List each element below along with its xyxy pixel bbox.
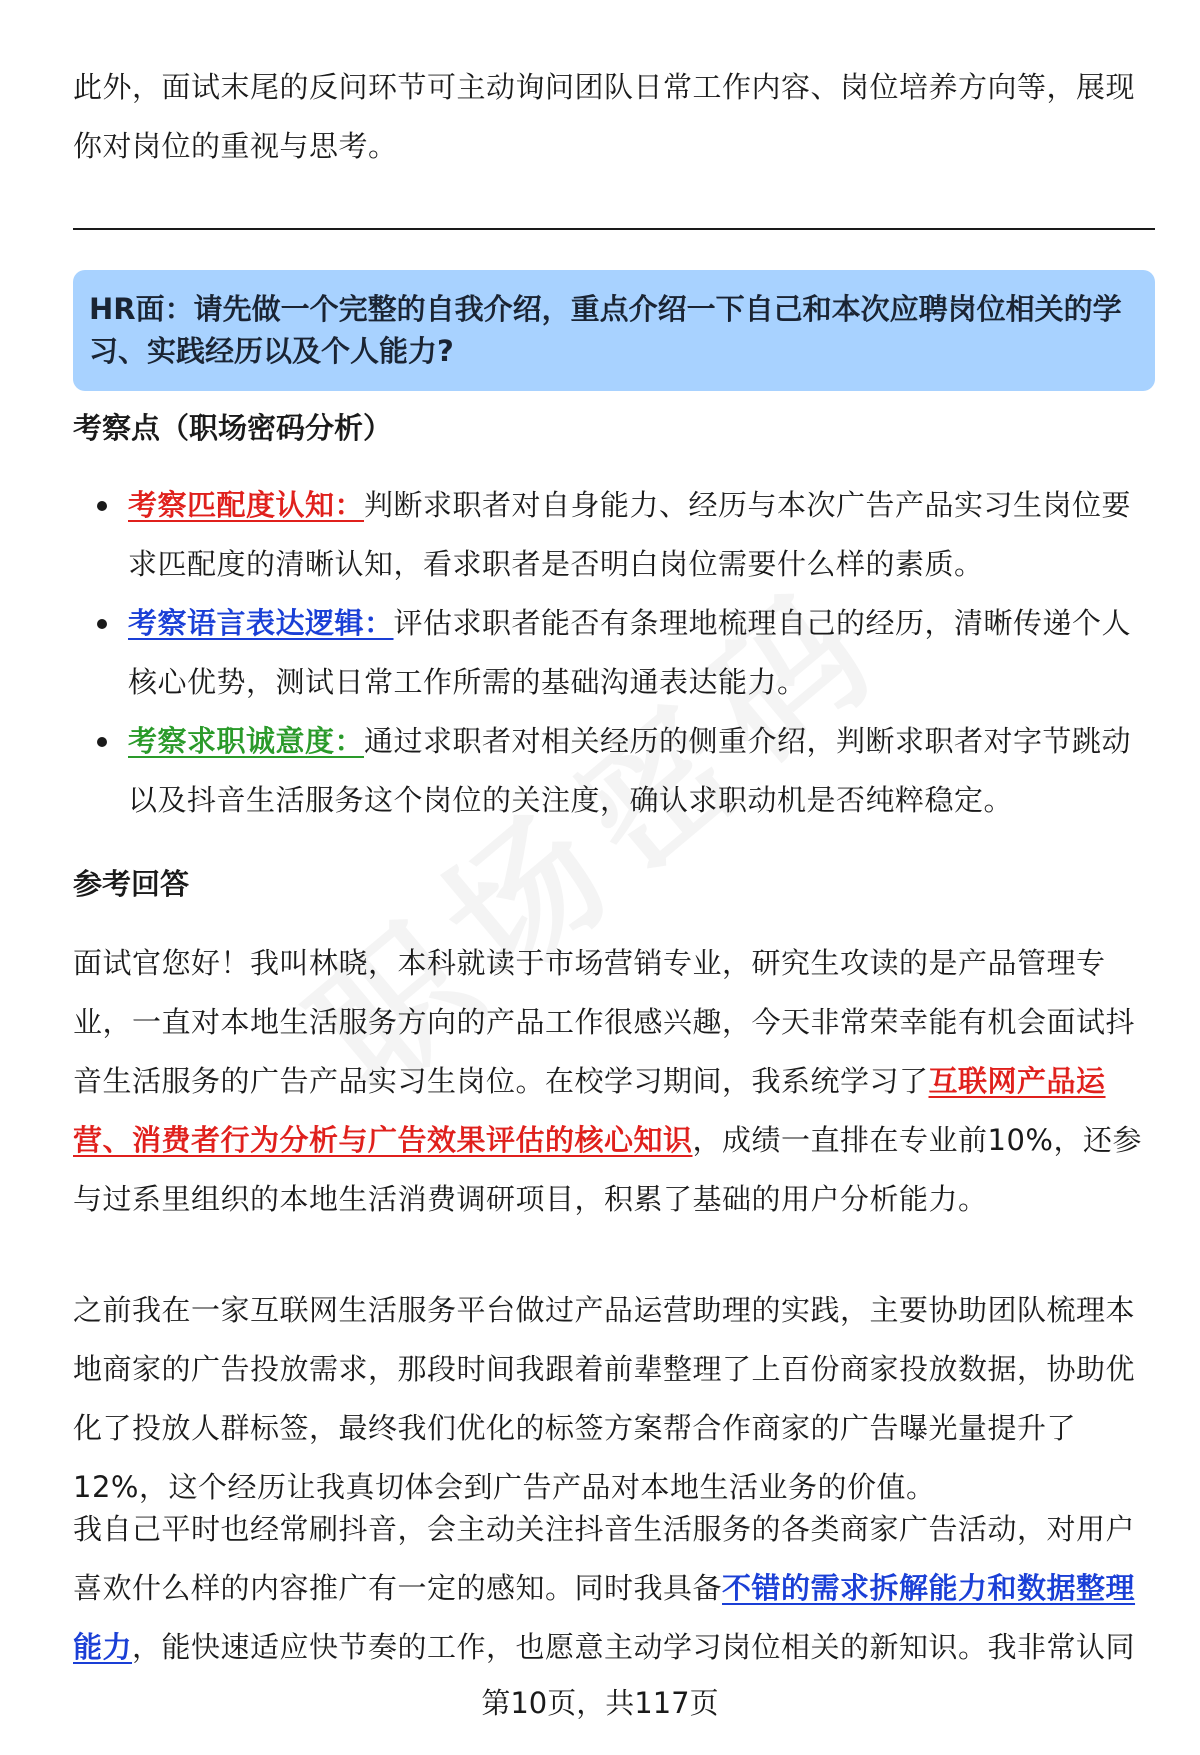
question-text: HR面：请先做一个完整的自我介绍，重点介绍一下自己和本次应聘岗位相关的学习、实践经历以及个人能力?	[89, 292, 1122, 368]
answer-p1-text-end: ，成绩一直排在专业前10%，还参与过系里组织的本地生活消费调研项目，积累了基础的用户分析能力。	[73, 1123, 1142, 1216]
bullet-icon	[97, 501, 107, 511]
list-item	[73, 712, 1153, 830]
point-text: 通过求职者对相关经历的侧重介绍，判断求职者对字节跳动以及抖音生活服务这个岗位的关注度，确认求职动机是否纯粹稳定。	[128, 724, 1132, 817]
point-keyword: 考察匹配度认知：	[128, 488, 365, 522]
exam-points-list	[73, 476, 1153, 830]
answer-paragraph-3	[73, 1500, 1153, 1677]
point-text: 评估求职者能否有条理地梳理自己的经历，清晰传递个人核心优势，测试日常工作所需的基础沟通表达能力。	[128, 606, 1132, 699]
answer-heading: 参考回答	[73, 867, 190, 901]
point-keyword: 考察求职诚意度：	[128, 724, 365, 758]
exam-points-heading: 考察点（职场密码分析）	[73, 411, 393, 445]
bullet-icon	[97, 619, 107, 629]
bullet-icon	[97, 737, 107, 747]
answer-paragraph-2: 之前我在一家互联网生活服务平台做过产品运营助理的实践，主要协助团队梳理本地商家的广告投放需求，那段时间我跟着前辈整理了上百份商家投放数据，协助优化了投放人群标签，最终我们优化的标签方案帮合作商家的广告曝光量提升了12%，这个经历让我真切体会到广告产品对本地生活业务的价值。	[73, 1293, 1136, 1504]
page-number: 第10页，共117页	[481, 1686, 719, 1720]
answer-p3-highlight: 不错的需求拆解能力和数据整理能力	[73, 1571, 1136, 1664]
answer-paragraph-1	[73, 934, 1153, 1229]
answer-p1-text: 面试官您好！我叫林晓，本科就读于市场营销专业，研究生攻读的是产品管理专业，一直对本地生活服务方向的产品工作很感兴趣，今天非常荣幸能有机会面试抖音生活服务的广告产品实习生岗位。在校学习期间，我系统学习了	[73, 946, 1136, 1098]
question-callout	[73, 270, 1155, 391]
answer-p3-text: 我自己平时也经常刷抖音，会主动关注抖音生活服务的各类商家广告活动，对用户喜欢什么样的内容推广有一定的感知。同时我具备	[73, 1512, 1136, 1605]
section-divider	[73, 228, 1155, 230]
point-keyword: 考察语言表达逻辑：	[128, 606, 394, 640]
answer-p3-text-end: ，能快速适应快节奏的工作，也愿意主动学习岗位相关的新知识。我非常认同	[132, 1630, 1136, 1664]
list-item	[73, 594, 1153, 712]
point-text: 判断求职者对自身能力、经历与本次广告产品实习生岗位要求匹配度的清晰认知，看求职者是否明白岗位需要什么样的素质。	[128, 488, 1132, 581]
intro-paragraph: 此外，面试末尾的反问环节可主动询问团队日常工作内容、岗位培养方向等，展现你对岗位的重视与思考。	[73, 70, 1136, 163]
answer-p1-highlight: 互联网产品运营、消费者行为分析与广告效果评估的核心知识	[73, 1064, 1106, 1157]
list-item	[73, 476, 1153, 594]
